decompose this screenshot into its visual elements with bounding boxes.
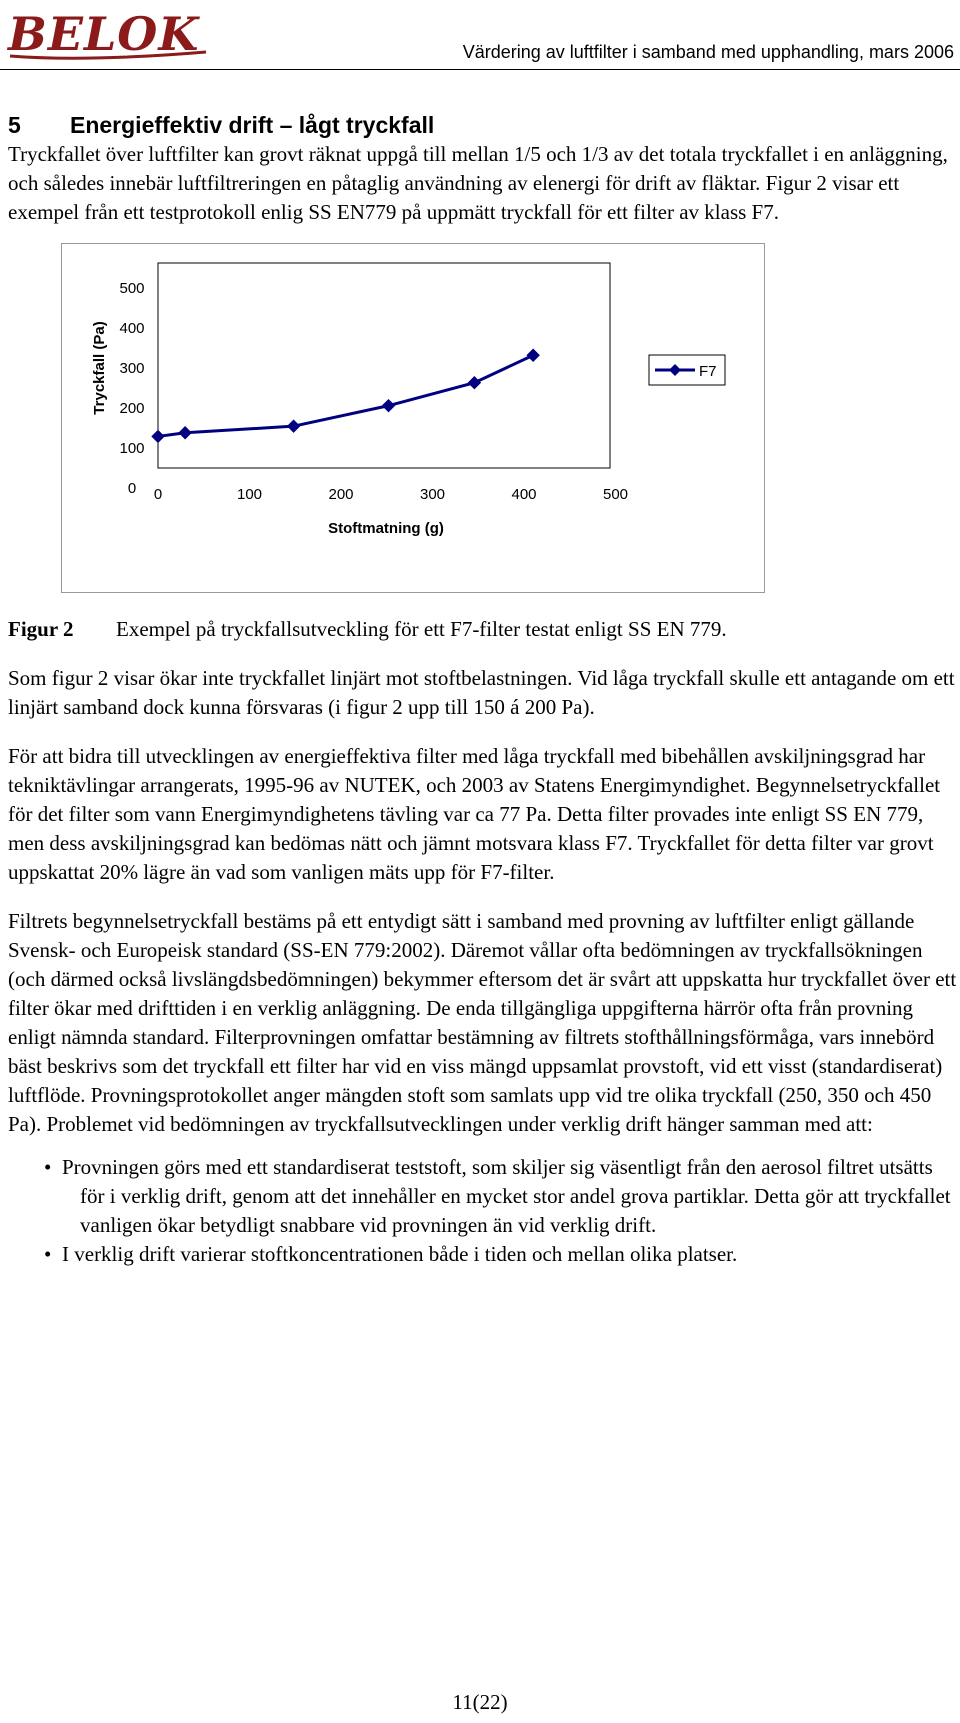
x-tick-label: 300	[419, 486, 446, 503]
page-header	[0, 0, 960, 72]
bullet-icon: •	[44, 1155, 52, 1179]
document-title: Värdering av luftfilter i samband med upphandling, mars 2006	[462, 42, 954, 62]
y-tick-label: 500	[119, 280, 145, 297]
y-tick-label: 300	[119, 360, 145, 377]
paragraph-competitions: För att bidra till utvecklingen av energieffektiva filter med låga tryckfall med bibehållen avskiljningsgrad har tekniktävlingar arrangerats, 1995-96 av NUTEK, och 2003 av Statens Energimyndighet. Begynnelsetryckfallet för det filter som vann Energimyndighetens tävling var ca 77 Pa. Detta filter provades inte enligt SS EN 779, men dess avskiljningsgrad kan bedömas nätt och jämnt motsvara klass F7. Tryckfallet för detta filter var grovt uppskattat 20% lägre än vad som vanligen mäts upp för F7-filter.	[8, 744, 941, 884]
intro-paragraph: Tryckfallet över luftfilter kan grovt räknat uppgå till mellan 1/5 och 1/3 av det totala tryckfallet i en anläggning, och således innebär luftfiltreringen en påtaglig användning av elenergi för drift av fläktar. Figur 2 visar ett exempel från ett testprotokoll enlig SS EN779 på uppmätt tryckfall för ett filter av klass F7.	[8, 142, 948, 224]
y-axis-label: Tryckfall (Pa)	[91, 321, 108, 415]
list-item-text: Provningen görs med ett standardiserat teststoft, som skiljer sig väsentligt från den aerosol filtret utsätts för i verklig drift, genom att det innehåller en mycket stor andel grova partiklar. Detta gör att tryckfallet vanligen ökar betydligt snabbare vid provningen än vid verklig drift.	[62, 1155, 951, 1237]
figure-caption	[8, 615, 958, 644]
y-tick-label: 200	[119, 400, 145, 417]
list-item	[8, 1153, 958, 1240]
bullet-icon: •	[44, 1242, 52, 1266]
y-tick-label: 400	[119, 320, 145, 337]
section-heading	[8, 110, 958, 140]
section-title: Energieffektiv drift – lågt tryckfall	[70, 112, 435, 138]
data-point-marker	[288, 420, 300, 432]
x-tick-label: 200	[328, 486, 354, 503]
y-tick-label: 100	[119, 440, 145, 457]
x-tick-label: 400	[511, 486, 537, 503]
list-item-text: I verklig drift varierar stoftkoncentrationen både i tiden och mellan olika platser.	[62, 1242, 738, 1266]
section-number: 5	[8, 112, 21, 138]
x-tick-label: 500	[602, 486, 629, 503]
series-line-f7	[158, 355, 533, 436]
figure-2	[8, 243, 960, 615]
caption-text: Exempel på tryckfallsutveckling för ett F7-filter testat enligt SS EN 779.	[116, 617, 727, 641]
belok-logo	[6, 6, 226, 66]
data-point-marker	[527, 349, 539, 361]
list-item	[8, 1240, 958, 1269]
x-tick-label: 0	[153, 486, 163, 503]
x-tick-label: 100	[236, 486, 263, 503]
pressure-drop-chart	[8, 243, 960, 593]
page-number: 11(22)	[452, 1690, 508, 1714]
data-point-marker	[152, 430, 164, 442]
legend-label: F7	[699, 363, 717, 380]
logo-text: BELOK	[8, 7, 200, 61]
paragraph-testing: Filtrets begynnelsetryckfall bestäms på ett entydigt sätt i samband med provning av luftfilter enligt gällande Svensk- och Europeisk standard (SS-EN 779:2002). Däremot vållar ofta bedömningen av tryckfallsökningen (och därmed också livslängdsbedömningen) bekymmer eftersom det är svårt att uppskatta hur tryckfallet över ett filter ökar med drifttiden i en verklig anläggning. De enda tillgängliga uppgifterna härrör ofta från provning enligt nämnda standard. Filterprovningen omfattar bestämning av filtrets stofthållningsförmåga, vars innebörd bäst beskrivs som det tryckfall ett filter har vid en viss mängd uppsamlat provstoft, vid ett visst (standardiserat) luftflöde. Provningsprotokollet anger mängden stoft som samlats upp vid tre olika tryckfall (250, 350 och 450 Pa). Problemet vid bedömningen av tryckfallsutvecklingen under verklig drift hänger samman med att:	[8, 909, 957, 1136]
paragraph-nonlinear: Som figur 2 visar ökar inte tryckfallet linjärt mot stoftbelastningen. Vid låga tryckfall skulle ett antagande om ett linjärt samband dock kunna försvaras (i figur 2 upp till 150 á 200 Pa).	[8, 666, 955, 719]
data-point-marker	[468, 377, 480, 389]
y-tick-label: 0	[127, 480, 137, 497]
header-divider	[0, 69, 960, 70]
page-body	[8, 110, 958, 1269]
bullet-list	[8, 1153, 958, 1269]
data-point-marker	[383, 400, 395, 412]
chart-legend	[649, 355, 725, 385]
caption-label: Figur 2	[8, 617, 74, 641]
x-axis-label: Stoftmatning (g)	[328, 520, 444, 537]
data-point-marker	[179, 427, 191, 439]
plot-area	[158, 263, 610, 468]
